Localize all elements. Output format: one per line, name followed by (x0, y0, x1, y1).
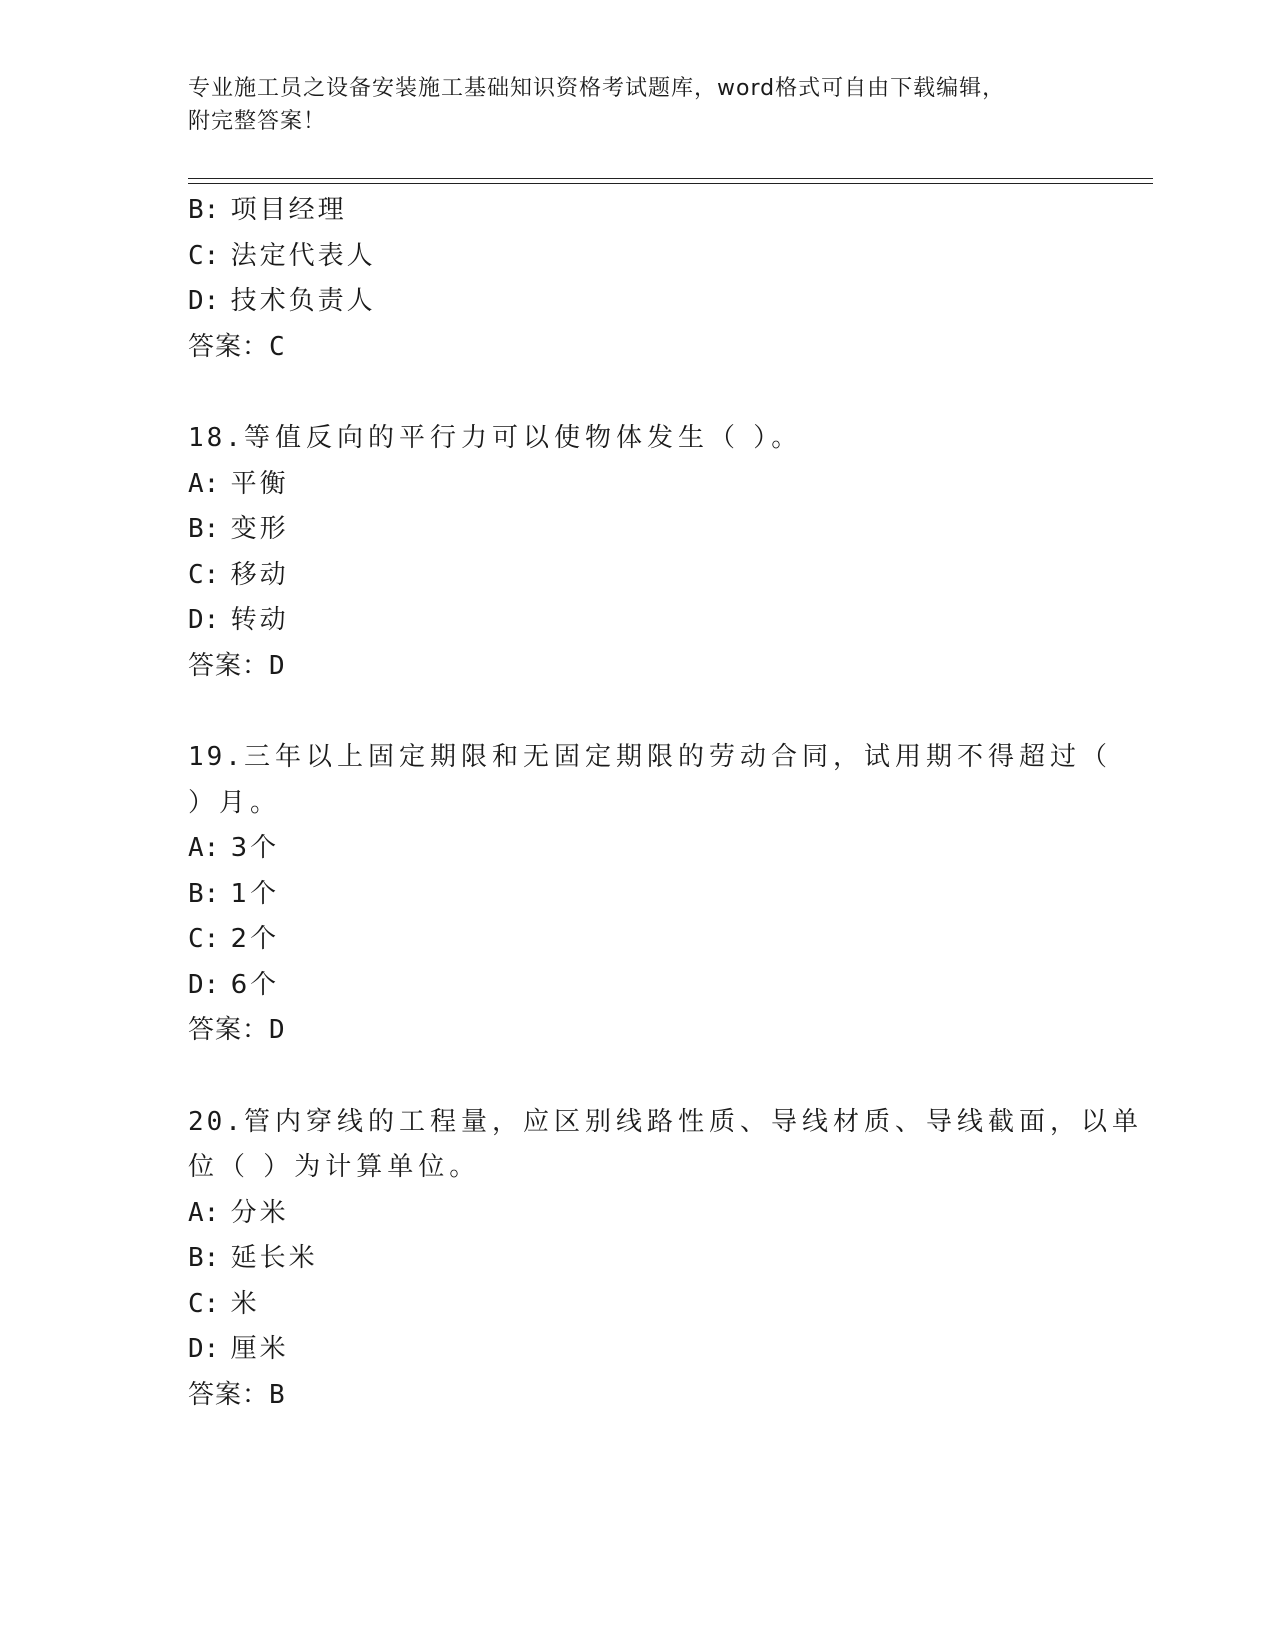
option-text: 延长米 (230, 1243, 318, 1273)
option-text: 平衡 (230, 468, 289, 499)
answer-label: 答案： (188, 331, 270, 362)
option-text: 技术负责人 (230, 286, 376, 316)
question-number: 19. (188, 742, 244, 772)
option-text: 项目经理 (230, 195, 347, 225)
question-17-tail (188, 188, 1088, 370)
option-letter: C: (188, 1288, 220, 1319)
answer-label: 答案： (188, 650, 270, 681)
question-text: 位（ ）为计算单位。 (188, 1152, 481, 1182)
question-text: 等值反向的平行力可以使物体发生（ ）。 (243, 423, 803, 453)
option-a (188, 826, 1088, 872)
question-number: 18. (188, 423, 244, 453)
question-stem-continued (188, 781, 1088, 827)
option-letter: A: (188, 833, 220, 863)
option-text: 分米 (230, 1197, 289, 1228)
option-letter: A: (188, 468, 220, 499)
question-stem (188, 735, 1112, 781)
option-c (188, 917, 1088, 963)
question-number: 20. (188, 1106, 244, 1137)
answer-value: C (269, 331, 288, 362)
option-text: 移动 (230, 559, 289, 590)
option-letter: C: (188, 924, 220, 954)
header-divider-top (188, 178, 1153, 179)
question-text: 三年以上固定期限和无固定期限的劳动合同，试用期不得超过（ (243, 742, 1112, 772)
option-a (188, 462, 1088, 508)
option-text: 米 (230, 1288, 260, 1319)
option-text: 1个 (230, 878, 280, 909)
option-letter: B: (188, 514, 220, 544)
option-c (188, 1282, 1088, 1328)
question-text: 管内穿线的工程量，应区别线路性质、导线材质、导线截面，以单 (243, 1106, 1143, 1137)
answer-line (188, 1373, 1088, 1419)
option-a (188, 1191, 1088, 1237)
option-d (188, 598, 1088, 644)
option-letter: B: (188, 1243, 220, 1273)
question-stem (188, 1100, 1143, 1146)
answer-value: D (269, 1015, 288, 1045)
option-c (188, 234, 1088, 280)
option-text: 变形 (230, 514, 289, 544)
option-letter: C: (188, 240, 220, 271)
question-stem-continued (188, 1145, 1088, 1191)
answer-value: D (269, 650, 288, 681)
answer-label: 答案： (188, 1379, 270, 1410)
option-letter: D: (188, 605, 220, 635)
option-text: 3个 (230, 833, 280, 863)
option-letter: B: (188, 878, 220, 909)
option-letter: B: (188, 195, 220, 225)
option-d (188, 279, 1088, 325)
option-b (188, 1236, 1088, 1282)
answer-value: B (269, 1379, 288, 1410)
header-line-1: 专业施工员之设备安装施工基础知识资格考试题库，word格式可自由下载编辑， (188, 76, 1006, 101)
answer-line (188, 644, 1088, 690)
question-18 (188, 416, 1088, 689)
option-b (188, 188, 1088, 234)
question-text: ）月。 (188, 787, 282, 818)
answer-label: 答案： (188, 1015, 270, 1045)
document-header (188, 72, 1088, 138)
answer-line (188, 325, 1088, 371)
option-b (188, 507, 1088, 553)
option-c (188, 553, 1088, 599)
option-text: 2个 (230, 924, 280, 954)
option-text: 法定代表人 (230, 240, 376, 271)
option-b (188, 872, 1088, 918)
header-divider-bottom (188, 183, 1153, 184)
question-stem (188, 416, 1088, 462)
option-d (188, 1327, 1088, 1373)
question-list (188, 188, 1143, 1418)
option-letter: C: (188, 559, 220, 590)
question-19 (188, 735, 1112, 1054)
option-letter: D: (188, 286, 220, 316)
option-text: 厘米 (230, 1334, 289, 1364)
option-letter: A: (188, 1197, 220, 1228)
answer-line (188, 1008, 1088, 1054)
question-20 (188, 1100, 1143, 1419)
option-d (188, 963, 1088, 1009)
option-text: 转动 (230, 605, 289, 635)
option-letter: D: (188, 1334, 220, 1364)
header-line-2: 附完整答案！ (188, 109, 327, 134)
option-letter: D: (188, 969, 220, 1000)
option-text: 6个 (230, 969, 280, 1000)
